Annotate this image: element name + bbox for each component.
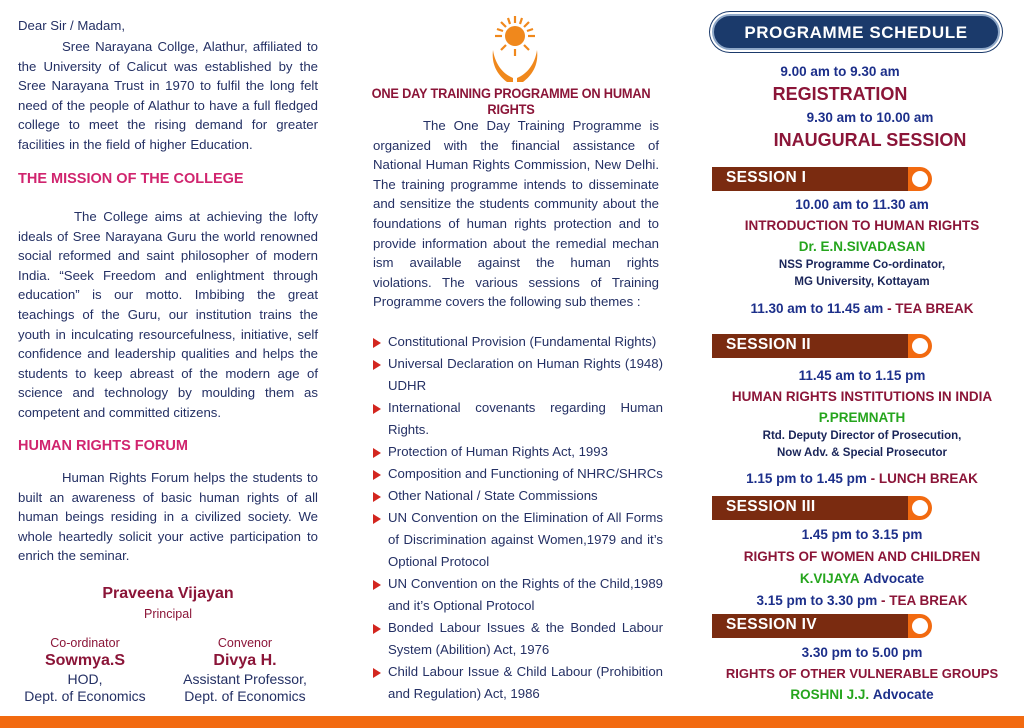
inaugural-time: 9.30 am to 10.00 am (806, 110, 934, 125)
forum-text: Human Rights Forum helps the students to built an awareness of basic human rights of all human beings residing in a civilized society. We whole heartedly solicit your active participation to enrich the seminar. (18, 470, 318, 564)
theme-item: UN Convention on the Elimination of All Forms of Discrimination against Women,1979 and it’s Optional Protocol (373, 507, 663, 573)
session-1-institution: MG University, Kottayam (794, 276, 930, 288)
mission-heading: THE MISSION OF THE COLLEGE (18, 171, 244, 187)
theme-item: Other National / State Commissions (373, 485, 663, 507)
session-4-label: SESSION IV (726, 616, 817, 633)
arrow-bullet-icon (373, 668, 381, 678)
arrow-bullet-icon (373, 580, 381, 590)
lunch-break-time: 1.15 pm to 1.45 pm (746, 471, 867, 486)
forum-heading: HUMAN RIGHTS FORUM (18, 438, 188, 454)
session-2-time: 11.45 am to 1.15 pm (798, 368, 926, 383)
mission-text: The College aims at achieving the lofty ideals of Sree Narayana Guru the world renowned social reformed and saint philosopher of modern India. “Seek Freedom and enlightment through education” is our motto. Imbibing the great teachings of the Guru, our institution trains the youth in inculcating resourcefulness, initiative, self confidence and leadership qualities and helps the students to keep abreast of the modern age of science and technology by moulding them as competent and committed citizens. (18, 209, 318, 420)
principal-role: Principal (144, 607, 192, 621)
registration-title: REGISTRATION (772, 84, 908, 104)
inaugural-title: INAUGURAL SESSION (773, 130, 967, 150)
convenor-name: Divya H. (213, 652, 277, 669)
session-3-title: RIGHTS OF WOMEN AND CHILDREN (743, 549, 981, 564)
session-1-time: 10.00 am to 11.30 am (795, 197, 929, 212)
schedule-banner (712, 14, 1000, 50)
session-2-label: SESSION II (726, 336, 811, 353)
arrow-bullet-icon (373, 624, 381, 634)
session-1-speaker: Dr. E.N.SIVADASAN (798, 239, 926, 254)
theme-item: International covenants regarding Human Rights. (373, 397, 663, 441)
theme-item: UN Convention on the Rights of the Child,1989 and it’s Optional Protocol (373, 573, 663, 617)
session-2-speaker: P.PREMNATH (818, 410, 906, 425)
arrow-bullet-icon (373, 360, 381, 370)
coordinator-name: Sowmya.S (44, 652, 126, 669)
arrow-bullet-icon (373, 492, 381, 502)
session-3-label: SESSION III (726, 498, 816, 515)
tea-break-1-label: - TEA BREAK (887, 301, 974, 316)
theme-item: Constitutional Provision (Fundamental Rights) (373, 331, 663, 353)
convenor-label: Convenor (217, 636, 273, 650)
theme-item: Universal Declaration on Human Rights (1948) UDHR (373, 353, 663, 397)
session-3-speaker: K.VIJAYA (799, 571, 860, 586)
session-2-role: Rtd. Deputy Director of Prosecution, (762, 430, 962, 442)
coordinator-dept: Dept. of Economics (24, 688, 146, 704)
right-panel (690, 0, 1024, 716)
arrow-bullet-icon (373, 404, 381, 414)
theme-item: Protection of Human Rights Act, 1993 (373, 441, 663, 463)
convenor-dept: Dept. of Economics (184, 688, 306, 704)
arrow-bullet-icon (373, 514, 381, 524)
session-1-bar (712, 167, 920, 191)
programme-intro: The One Day Training Programme is organized with the financial assistance of National Human Rights Commission, New Delhi. The training programme intends to disseminate and sensitize the students community about the foundations of human rights protection and to provide information about the remedial mechan ism available against the human rights violations. The various sessions of Training Programme covers the following sub themes : (373, 118, 659, 310)
salutation: Dear Sir / Madam, (18, 18, 125, 33)
session-4-title: RIGHTS OF OTHER VULNERABLE GROUPS (725, 666, 999, 681)
convenor-role: Assistant Professor, (183, 671, 307, 687)
session-3-speaker-role: Advocate (863, 571, 925, 586)
tea-break-2-time: 3.15 pm to 3.30 pm (756, 593, 878, 608)
arrow-bullet-icon (373, 448, 381, 458)
session-1-label: SESSION I (726, 169, 807, 186)
lunch-break (710, 471, 1014, 486)
session-4-time: 3.30 pm to 5.00 pm (801, 645, 923, 660)
college-logo-icon (489, 14, 541, 84)
bottom-orange-bar (0, 716, 1024, 728)
registration-time: 9.00 am to 9.30 am (780, 64, 900, 79)
session-1-title: INTRODUCTION TO HUMAN RIGHTS (744, 218, 980, 233)
session-3-bar (712, 496, 920, 520)
arrow-bullet-icon (373, 338, 381, 348)
theme-item: Composition and Functioning of NHRC/SHRCs (373, 463, 663, 485)
convenor-block (170, 636, 320, 704)
tea-break-2 (710, 593, 1014, 608)
session-4-bar (712, 614, 920, 638)
session-2-role-now: Now Adv. & Special Prosecutor (777, 447, 947, 459)
college-intro: Sree Narayana Collge, Alathur, affiliated to the University of Calicut was established by the Sree Narayana Trust in 1970 to fulfil the long felt need of the people of Alathur to have a full fledged college to meet the rising demand for greater facilities in the field of higher Education. (18, 39, 318, 152)
session-3-time: 1.45 pm to 3.15 pm (801, 527, 923, 542)
theme-item: Child Labour Issue & Child Labour (Prohibition and Regulation) Act, 1986 (373, 661, 663, 705)
coordinator-role: HOD, (67, 671, 103, 687)
principal-name: Praveena Vijayan (102, 585, 234, 602)
arrow-bullet-icon (373, 470, 381, 480)
tea-break-1-time: 11.30 am to 11.45 am (750, 301, 884, 316)
tea-break-2-label: - TEA BREAK (881, 593, 968, 608)
session-4-speaker-role: Advocate (872, 687, 934, 702)
session-4-speaker: ROSHNI J.J. (790, 687, 870, 702)
coordinator-label: Co-ordinator (50, 636, 120, 650)
lunch-break-label: - LUNCH BREAK (870, 471, 978, 486)
programme-title: ONE DAY TRAINING PROGRAMME ON HUMAN RIGHTS (371, 84, 651, 118)
themes-list (373, 331, 663, 705)
session-4-speaker-line (710, 687, 1014, 702)
theme-item: Bonded Labour Issues & the Bonded Labour System (Abilition) Act, 1976 (373, 617, 663, 661)
session-3-speaker-line (710, 571, 1014, 586)
session-2-title: HUMAN RIGHTS INSTITUTIONS IN INDIA (731, 389, 993, 404)
tea-break-1 (710, 301, 1014, 316)
session-2-bar (712, 334, 920, 358)
schedule-banner-text: PROGRAMME SCHEDULE (744, 23, 968, 42)
coordinator-block (10, 636, 160, 704)
session-1-role: NSS Programme Co-ordinator, (778, 259, 946, 271)
